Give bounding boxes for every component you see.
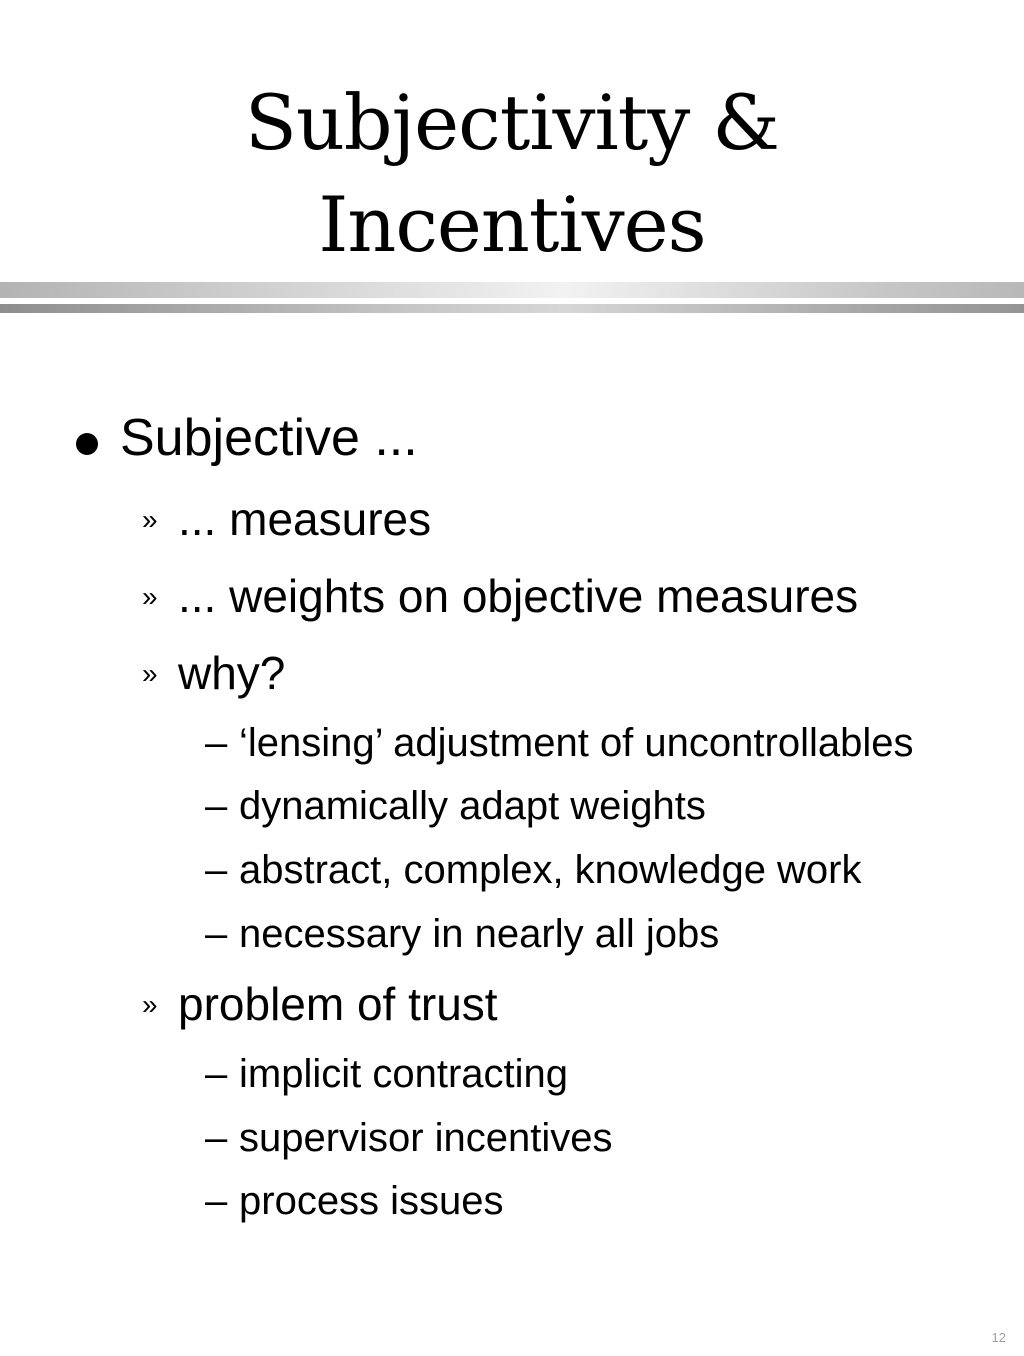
dash-marker-icon: – [205,721,228,765]
detail-text: dynamically adapt weights [239,784,706,828]
chevron-marker-icon: » [142,504,158,535]
dash-marker-icon: – [205,912,228,956]
slide-title-line-1: Subjectivity & [244,78,780,167]
detail-necessary [205,910,719,958]
slide-title-line-2: Incentives [318,180,706,269]
detail-implicit-contracting [205,1050,568,1098]
sub-bullet-text: problem of trust [178,978,498,1030]
sub-bullet-trust [142,977,498,1032]
detail-text: implicit contracting [239,1052,569,1096]
sub-bullet-measures [142,492,431,547]
bullet-text: Subjective ... [120,409,418,467]
title-divider-upper [0,282,1024,298]
detail-knowledge-work [205,846,862,894]
dash-marker-icon: – [205,848,228,892]
chevron-marker-icon: » [142,658,158,689]
sub-bullet-why [142,646,285,701]
bullet-subjective [74,408,418,468]
detail-text: abstract, complex, knowledge work [239,848,862,892]
detail-text: ‘lensing’ adjustment of uncontrollables [239,721,914,765]
sub-bullet-weights [142,569,858,624]
dash-marker-icon: – [205,1116,228,1160]
detail-text: necessary in nearly all jobs [239,912,720,956]
detail-adapt-weights [205,782,706,830]
page-number: 12 [991,1330,1006,1345]
detail-process-issues [205,1177,504,1225]
sub-bullet-text: why? [178,647,286,699]
detail-supervisor-incentives [205,1114,613,1162]
detail-lensing [205,719,913,767]
title-divider-lower [0,304,1024,313]
sub-bullet-text: ... measures [178,493,432,545]
detail-text: process issues [239,1179,504,1223]
dash-marker-icon: – [205,784,228,828]
detail-text: supervisor incentives [239,1116,613,1160]
dash-marker-icon: – [205,1052,228,1096]
sub-bullet-text: ... weights on objective measures [178,570,859,622]
chevron-marker-icon: » [142,989,158,1020]
slide-title [0,72,1024,276]
dash-marker-icon: – [205,1179,228,1223]
chevron-marker-icon: » [142,581,158,612]
